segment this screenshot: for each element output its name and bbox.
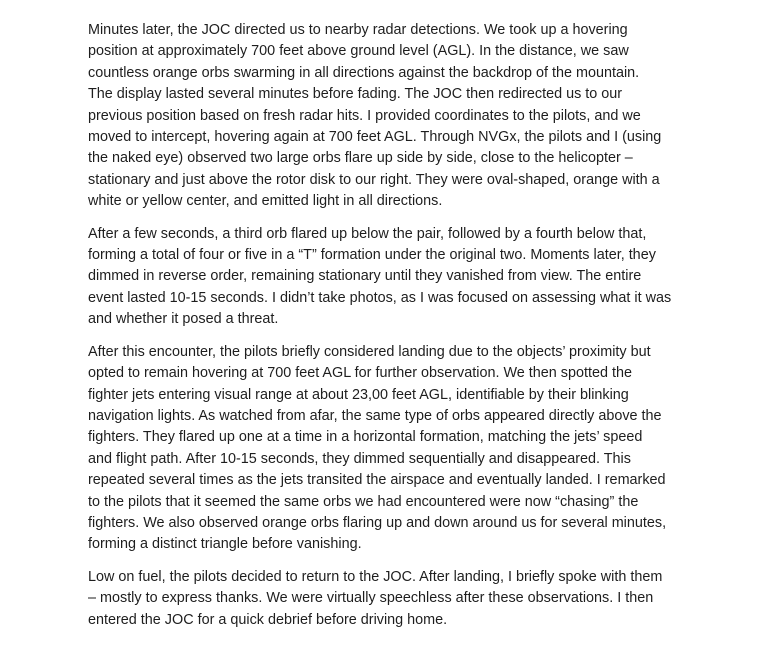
text-line: Minutes later, the JOC directed us to nearby radar detections. We took up a hovering [88,22,628,38]
text-line: fighter jets entering visual range at about 23,00 feet AGL, identifiable by their blinking [88,386,629,403]
text-line: position at approximately 700 feet above ground level (AGL). In the distance, we saw [88,43,629,60]
text-line: fighters. We also observed orange orbs flaring up and down around us for several minutes, [88,514,667,531]
text-line: navigation lights. As watched from afar, the same type of orbs appeared directly above the [88,407,662,424]
text-line: to the pilots that it seemed the same orbs we had encountered were now “chasing” the [88,493,639,510]
paragraph-3 [88,342,688,556]
text-line: event lasted 10-15 seconds. I didn’t take photos, as I was focused on assessing what it was [88,289,672,306]
paragraph-1 [88,20,688,213]
text-line: repeated several times as the jets transited the airspace and eventually landed. I remarked [88,472,666,489]
text-line: previous position based on fresh radar hits. I provided coordinates to the pilots, and we [88,107,641,124]
text-line: stationary and just above the rotor disk to our right. They were oval-shaped, orange with a [88,171,660,188]
paragraph-4 [88,567,688,631]
paragraph-2 [88,224,688,331]
text-line: countless orange orbs swarming in all directions against the backdrop of the mountain. [88,64,640,81]
text-line: The display lasted several minutes before fading. The JOC then redirected us to our [88,86,623,103]
text-line: Low on fuel, the pilots decided to return to the JOC. After landing, I briefly spoke with them [88,568,663,585]
text-line: – mostly to express thanks. We were virtually speechless after these observations. I then [88,590,654,607]
text-line: After this encounter, the pilots briefly considered landing due to the objects’ proximity but [88,343,651,360]
text-line: forming a total of four or five in a “T” formation under the original two. Moments later, they [88,247,656,264]
text-line: entered the JOC for a quick debrief before driving home. [88,611,448,628]
text-line: forming a distinct triangle before vanishing. [88,536,362,553]
text-line: moved to intercept, hovering again at 700 feet AGL. Through NVGx, the pilots and I (using [88,129,662,146]
text-line: After a few seconds, a third orb flared up below the pair, followed by a fourth below that, [88,225,647,242]
text-line: dimmed in reverse order, remaining stationary until they vanished from view. The entire [88,268,642,285]
text-line: opted to remain hovering at 700 feet AGL for further observation. We then spotted the [88,365,632,382]
text-line: white or yellow center, and emitted light in all directions. [88,193,443,210]
text-line: the naked eye) observed two large orbs flare up side by side, close to the helicopter – [88,150,633,167]
text-line: and flight path. After 10-15 seconds, they dimmed sequentially and disappeared. This [88,450,631,467]
text-line: fighters. They flared up one at a time in a horizontal formation, matching the jets’ speed [88,429,643,446]
document-page [88,20,688,642]
text-line: and whether it posed a threat. [88,311,279,328]
